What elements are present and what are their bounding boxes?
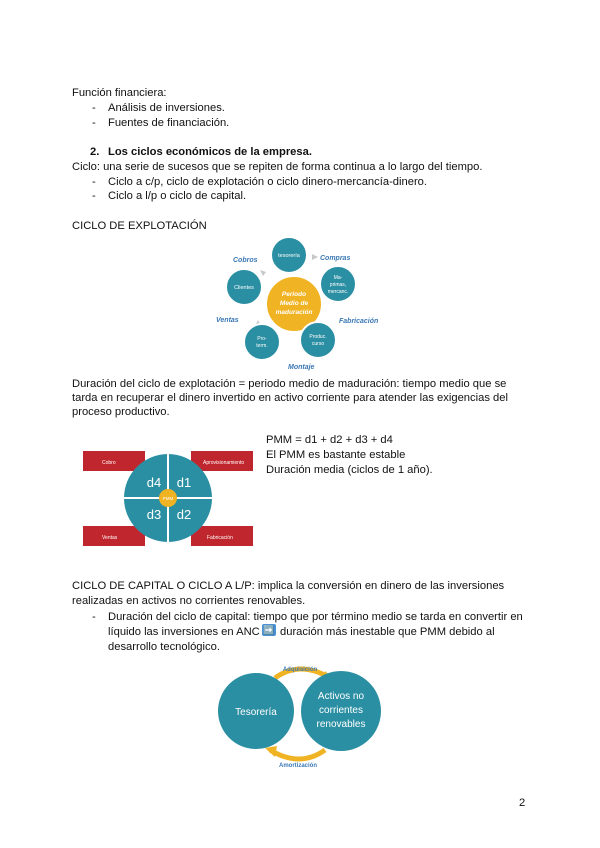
- activos-label-3: renovables: [316, 719, 366, 730]
- pmm-duration: Duración media (ciclos de 1 año).: [266, 464, 433, 476]
- box-aprovisionamiento-label: Aprovisionamiento: [203, 460, 245, 466]
- quadrant-d1: d1: [176, 475, 192, 490]
- explotacion-paragraph-line-3: proceso productivo.: [72, 406, 170, 418]
- pmm-formula: PMM = d1 + d2 + d3 + d4: [266, 434, 393, 446]
- cycle-item-1: Ciclo a c/p, ciclo de explotación o ciclo dinero-mercancía-dinero.: [108, 176, 427, 188]
- intro-heading: Función financiera:: [72, 87, 167, 99]
- label-ventas: Ventas: [216, 317, 239, 324]
- intro-item-2: Fuentes de financiación.: [108, 117, 230, 129]
- node-pc-label-1: Produc.: [309, 334, 327, 340]
- capital-cycle-diagram: [215, 658, 385, 770]
- node-pt-label-2: term.: [256, 343, 268, 349]
- dash-bullet: -: [92, 102, 96, 114]
- dash-bullet: -: [92, 190, 96, 202]
- label-amortizacion: Amortización: [278, 763, 318, 769]
- box-ventas-label: Ventas: [102, 535, 118, 541]
- explotacion-paragraph-line-1: Duración del ciclo de explotación = periodo medio de maduración: tiempo medio que se: [72, 378, 507, 390]
- node-productos-curso: [300, 322, 336, 358]
- center-label-1: Periodo: [281, 291, 307, 298]
- capital-paragraph-line-1: CICLO DE CAPITAL O CICLO A L/P: implica la conversión en dinero de las inversiones: [72, 580, 505, 592]
- capital-item-line-1: Duración del ciclo de capital: tiempo que por término medio se tarda en convertir en: [108, 611, 523, 623]
- node-mp-label-2: primas,: [329, 282, 347, 288]
- activos-label-1: Activos no: [317, 691, 365, 702]
- capital-item-line-4: desarrollo tecnológico.: [108, 641, 220, 653]
- page-number: 2: [519, 797, 526, 809]
- capital-paragraph-line-2: realizadas en activos no corrientes renovables.: [72, 595, 306, 607]
- explotacion-heading: CICLO DE EXPLOTACIÓN: [72, 220, 207, 232]
- node-pt-label-1: Pro-: [257, 336, 267, 342]
- node-tesoreria-label: tesorería: [278, 253, 300, 259]
- label-montaje: Montaje: [288, 364, 315, 371]
- label-cobros: Cobros: [233, 257, 258, 264]
- section-number: 2.: [90, 146, 100, 158]
- pmm-stable: El PMM es bastante estable: [266, 449, 406, 461]
- node-mp-label-3: mercanc.: [327, 289, 349, 295]
- arrowhead: [265, 746, 277, 757]
- explotacion-paragraph-line-2: tarda en recuperar el dinero invertido en activo corriente para atender las exigencias del: [72, 392, 508, 404]
- cycle-item-2: Ciclo a l/p o ciclo de capital.: [108, 190, 247, 202]
- capital-item-line-3: duración más inestable que PMM debido al: [280, 626, 495, 638]
- intro-item-1: Análisis de inversiones.: [108, 102, 225, 114]
- section-title: Los ciclos económicos de la empresa.: [108, 146, 312, 158]
- quadrant-d4: d4: [146, 475, 162, 490]
- node-productos-terminados: [244, 324, 280, 360]
- center-label-2: Medio de: [279, 300, 309, 307]
- dash-bullet: -: [92, 117, 96, 129]
- box-cobro-label: Cobro: [102, 460, 116, 466]
- cycle-arrow: [260, 270, 266, 276]
- cycle-arrow: [312, 254, 318, 260]
- arrow-amortizacion: [270, 750, 325, 759]
- cycle-definition: Ciclo: una serie de sucesos que se repiten de forma continua a lo largo del tiempo.: [72, 161, 483, 173]
- arrow-right-icon: ➡️: [263, 625, 275, 635]
- node-mp-label-1: Ma-: [333, 275, 343, 281]
- box-fabricacion-label: Fabricación: [207, 535, 233, 541]
- dash-bullet: -: [92, 176, 96, 188]
- center-label-3: maduración: [275, 309, 313, 316]
- dash-bullet: -: [92, 611, 96, 623]
- activos-label-2: corrientes: [319, 705, 363, 716]
- capital-item-line-2: líquido las inversiones en ANC: [108, 626, 260, 638]
- pmm-center-label: PMM: [162, 496, 174, 501]
- exploitation-cycle-diagram: [200, 232, 400, 372]
- tesoreria-label: Tesorería: [235, 707, 277, 718]
- label-fabricacion: Fabricación: [339, 318, 379, 325]
- label-compras: Compras: [320, 255, 351, 262]
- node-clientes-label: Clientes: [234, 285, 254, 291]
- quadrant-d2: d2: [176, 507, 192, 522]
- pmm-diagram: [80, 443, 256, 553]
- quadrant-d3: d3: [146, 507, 162, 522]
- label-adquisicion: Adquisición: [282, 667, 318, 673]
- node-pc-label-2: curso: [311, 341, 325, 347]
